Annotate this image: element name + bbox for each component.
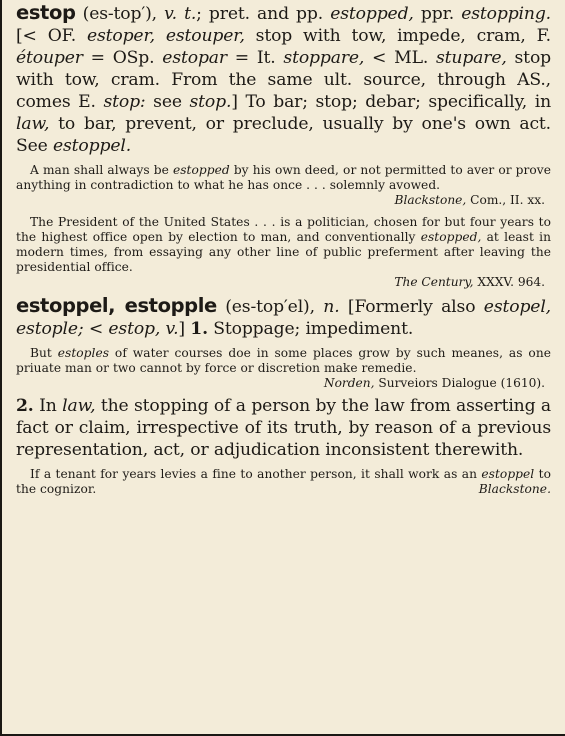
quotation-text: But: [30, 345, 58, 360]
pronunciation: (es-top′),: [75, 4, 165, 24]
quotation-keyword: estoples: [57, 345, 110, 360]
quotation-text: If a tenant for years levies a fine to another person, it shall work as an: [30, 467, 482, 482]
etymon-pos: v.: [165, 318, 179, 339]
entry-text: ppr.: [413, 4, 462, 24]
quotation: [16, 346, 551, 376]
citation-reference: Surveiors Dialogue (1610).: [374, 376, 545, 391]
entry-estoppel: [16, 295, 551, 340]
pronunciation: (es-top′el),: [216, 296, 324, 317]
part-of-speech: v. t.: [164, 4, 197, 24]
quotation: [16, 467, 551, 497]
etymon: stupare,: [435, 48, 507, 68]
quotation-text: to the cognizor.: [16, 467, 551, 497]
etymon: estoper, estouper,: [86, 26, 245, 46]
quotation-keyword: estopped,: [420, 229, 482, 244]
etymology-text: stop with tow, cram. From the same ult. source, through AS., comes E.: [16, 48, 551, 112]
etymology-text: ]: [178, 318, 191, 339]
quotation-text: at least in modern times, from essaying any other line of public preferment after leaving the presidential office.: [16, 229, 551, 275]
citation-reference: XXXV. 964.: [473, 275, 545, 290]
inflected-form: estopped,: [330, 4, 414, 24]
quotation: [16, 215, 551, 276]
definition-text: the stopping of a person by the law from asserting a fact or claim, irrespective of its truth, by reason of a previous representation, act, or adjudication inconsistent therewith.: [16, 396, 551, 461]
etymology-text: stop with tow, impede, cram, F.: [244, 26, 551, 46]
citation-author: Norden,: [323, 376, 375, 391]
quotation-text: A man shall always be: [30, 163, 173, 177]
etymology-text: = OSp.: [82, 48, 163, 68]
entry-estop: [16, 2, 551, 157]
field-label: law,: [62, 396, 96, 417]
field-label: law,: [16, 114, 50, 134]
etymology-text: < ML.: [364, 48, 436, 68]
definition-text: ] To bar; stop; debar; specifically, in: [231, 92, 551, 112]
sense-number: 2.: [16, 396, 34, 417]
citation-reference: Com., II. xx.: [466, 193, 545, 208]
etymon: stop:: [103, 92, 146, 112]
citation-author: Blackstone.: [478, 482, 551, 497]
quotation-text: by his own deed, or not permitted to aver or prove anything in contradiction to what he has once . . . solemnly avowed.: [16, 163, 551, 193]
citation: [16, 376, 545, 391]
etymon: stoppare,: [283, 48, 365, 68]
quotation-text: The President of the United States . . . is a politician, chosen for but four years to the highest office open by election to man, and conventionally: [16, 214, 551, 244]
etymon: estop,: [108, 318, 161, 339]
etymology-text: [< OF.: [16, 26, 87, 46]
quotation-keyword: estopped: [172, 163, 230, 177]
etymology-text: <: [83, 318, 109, 339]
etymology-text: [Formerly also: [339, 296, 484, 317]
quotation-keyword: estoppel: [481, 467, 535, 482]
cross-reference: stop.: [189, 92, 232, 112]
part-of-speech: n.: [323, 296, 340, 317]
sense-2: [16, 395, 551, 461]
citation-author: The Century,: [394, 275, 474, 290]
definition-text: Stoppage; impediment.: [207, 318, 414, 339]
citation-author: Blackstone,: [394, 193, 467, 208]
sense-number: 1.: [190, 318, 208, 339]
quotation-text: of water courses doe in some places grow by such meanes, as one priuate man or two cannot by force or discretion make remedie.: [16, 345, 551, 375]
headword-estoppel: estoppel, estopple: [16, 293, 217, 317]
etymon: estopar: [162, 48, 227, 68]
entry-text: ; pret. and pp.: [196, 4, 331, 24]
headword-estop: estop: [16, 1, 76, 24]
cross-reference: estoppel.: [52, 136, 132, 156]
definition-text: to bar, prevent, or preclude, usually by one's own act. See: [16, 114, 551, 156]
quotation: [16, 163, 551, 193]
citation: [16, 275, 545, 290]
definition-text: In: [33, 396, 63, 417]
etymology-text: = It.: [226, 48, 284, 68]
variant-form: estopel, estople;: [16, 296, 551, 339]
etymon: étouper: [16, 48, 83, 68]
citation: [16, 193, 545, 208]
etymology-text: see: [145, 92, 190, 112]
inflected-form: estopping.: [461, 4, 551, 24]
